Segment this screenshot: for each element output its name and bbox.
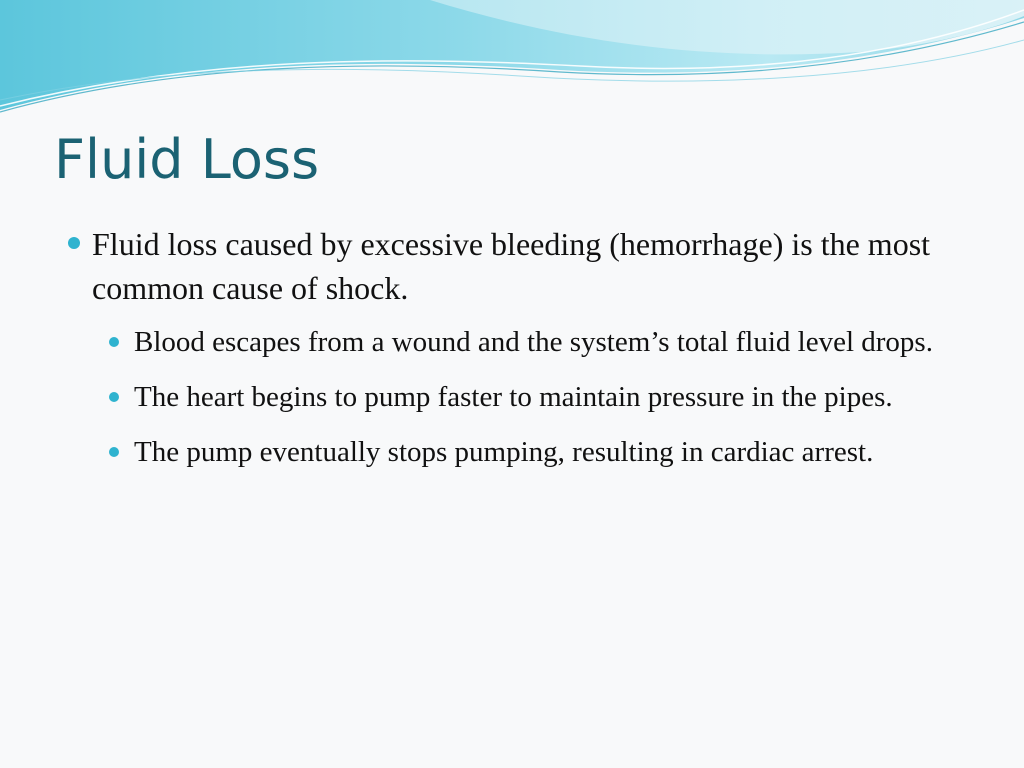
- bullet-item-level2: [62, 377, 962, 418]
- bullet-dot-icon: [109, 392, 119, 402]
- bullet-text: Blood escapes from a wound and the system’s total fluid level drops.: [134, 326, 933, 358]
- bullet-dot-icon: [68, 237, 80, 249]
- header-wave-decoration: [0, 0, 1024, 130]
- bullet-item-level2: [62, 322, 962, 363]
- bullet-text: The heart begins to pump faster to maintain pressure in the pipes.: [134, 381, 893, 413]
- slide-title: Fluid Loss: [54, 128, 320, 191]
- bullet-dot-icon: [109, 447, 119, 457]
- bullet-list: [62, 222, 962, 487]
- bullet-text: The pump eventually stops pumping, resulting in cardiac arrest.: [134, 436, 874, 468]
- bullet-dot-icon: [109, 337, 119, 347]
- bullet-item-level1: [62, 222, 962, 310]
- bullet-text: Fluid loss caused by excessive bleeding (hemorrhage) is the most common cause of shock.: [92, 226, 931, 306]
- bullet-item-level2: [62, 432, 962, 473]
